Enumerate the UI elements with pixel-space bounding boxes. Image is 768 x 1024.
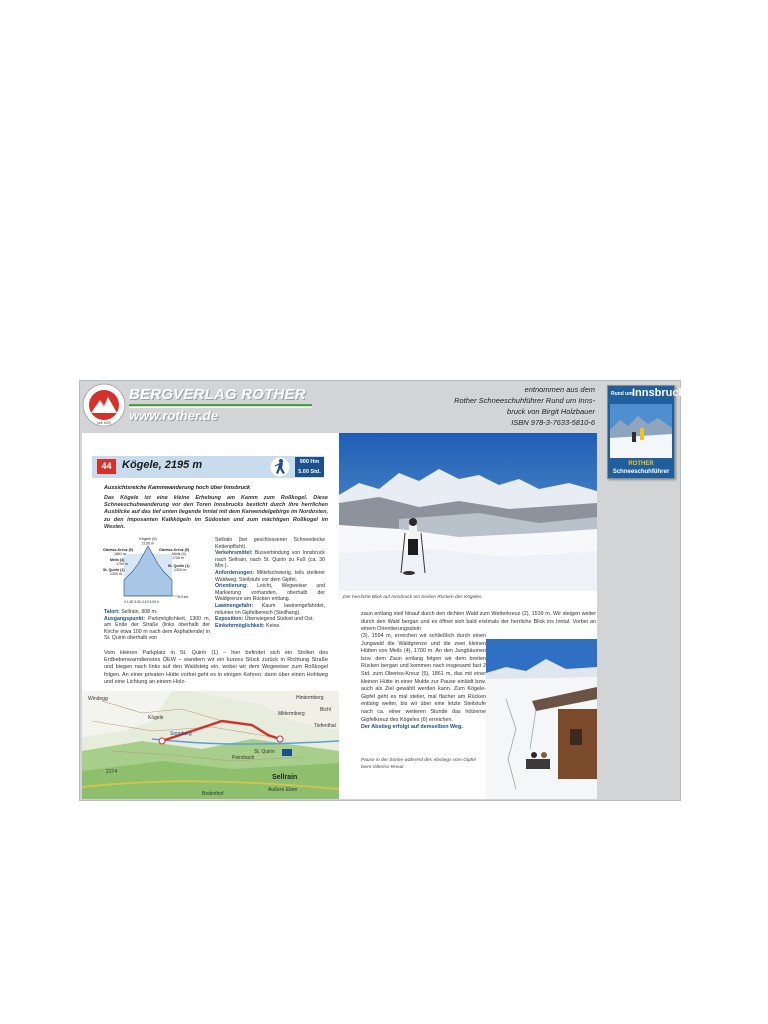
map-label: Bichl (320, 707, 331, 713)
fact-label: Anforderungen: (215, 569, 255, 576)
fact-label: Orientierung: (215, 583, 248, 590)
fact-text: Busverbindung von Innsbruck nach Sellrain, nach St. Quirin zu Fuß (ca. 30 Min.). (215, 550, 325, 570)
map-label: Tiefenthal (314, 723, 336, 729)
profile-label: 1700 m (116, 562, 128, 566)
left-page (82, 433, 339, 799)
map-label: Peirsbach (232, 755, 255, 761)
source-line: Rother Schneeschuhführer Rund um Inns- (454, 396, 595, 405)
route-subtitle: Aussichtsreiche Kammwanderung hoch über Innsbruck (104, 485, 251, 491)
hiker-valley-photo (339, 433, 597, 591)
fact-text: Kaum lawinengefährdet, mitunter im Gipfelbereich (Steilhang). (215, 602, 325, 616)
elevation-profile (102, 536, 198, 610)
profile-label: Kögele (6) (139, 537, 157, 541)
profile-label: St. Quirin (1) (168, 564, 190, 568)
fact-entry (215, 583, 325, 602)
book-spread (79, 380, 685, 801)
start-label: Talort: (104, 609, 120, 615)
profile-label: Meils (4) (110, 558, 125, 562)
snowshoe-hiker-icon (270, 457, 290, 477)
source-line: ISBN 978-3-7633-5810-6 (511, 418, 595, 427)
small-photo-caption: Pause in der Sonne während des Abstiegs vom Gipfel beim Oberiss-Kreuz. (361, 758, 476, 770)
profile-label: 1300 m (110, 572, 122, 576)
fact-entry (215, 570, 325, 583)
map-label: Hintermberg (296, 695, 324, 701)
right-page (339, 433, 597, 799)
route-facts (215, 537, 325, 629)
fact-label: Einkehrmöglichkeit: (215, 622, 265, 629)
source-note (415, 384, 595, 428)
profile-label: 2195 m (141, 541, 155, 546)
rother-logo-icon (82, 383, 126, 427)
route-header (92, 456, 324, 478)
cover-big-title: Innsbruck (632, 387, 685, 399)
fact-text: Mittelschwierig, teils steilerer Waldweg, Steilstufe vor dem Gipfel. (215, 569, 325, 583)
map-label: Sellrain (272, 774, 298, 781)
fact-text: Keine. (264, 622, 281, 629)
brand-divider (129, 404, 312, 406)
route-number: 44 (97, 459, 116, 474)
fact-entry (215, 603, 325, 616)
map-label: St. Quirin (254, 749, 275, 755)
profile-label: St. Quirin (1) (103, 568, 125, 572)
map-label: Sonnberg (170, 731, 192, 737)
source-line: bruck von Birgit Holzbauer (507, 407, 595, 416)
publisher-name: BERGVERLAG ROTHER (129, 386, 306, 403)
cover-subtitle: Schneeschuhführer (612, 469, 670, 475)
profile-label: Oberiss-Kreuz (5) (103, 548, 133, 552)
route-description-right: zaun entlang steil hinauf durch den dichten Wald zum Wetterkreuz (2), 1539 m. Wir steigen weiter durch den Wald bergan und es öffnet sich bald erstmals der herrliche Blick ins Inntal. Vorbei an einem Orientierungsstein (361, 611, 596, 633)
elevation-badge: 900 Hm (295, 457, 324, 467)
cover-brand: ROTHER (628, 461, 654, 467)
publisher-url[interactable]: www.rother.de (129, 408, 219, 423)
profile-label: 0 1.50 3.00 4.10 5.00 h (124, 600, 159, 604)
fact-text: Leicht, Wegweiser und Markierung vorhanden, oberhalb der Waldgrenze am Rücken entlang. (215, 583, 325, 603)
profile-label: 1861 m (114, 552, 126, 556)
hut-rest-photo (486, 639, 597, 799)
book-cover[interactable] (607, 385, 685, 479)
fact-label: Exposition: (215, 616, 244, 623)
start-entry (104, 616, 210, 642)
profile-label: Meils (4) (172, 552, 186, 556)
fact-label: Verkehrsmittel: (215, 550, 253, 557)
route-intro: Das Kögele ist eine kleine Erhebung am Kamm zum Roßkogel. Diese Schneeschuhwanderung vor den Toren Innsbrucks besticht durch ihre herrlichen Ausblicke auf das tief unten liegende Inntal mit dem Karwendelgebirge im Nordosten, zu den imposanten Kalkkögeln im Südosten und zum mächtigen Roßkogel im Westen. (104, 495, 328, 530)
map-label: 2174 (106, 769, 118, 775)
route-description-text: (3), 1594 m, erreichen wir schließlich durch einen Jungwald die Waldgrenze und die zwei kleinen Hütten von Meils (4), 1700 m. An den Jungbäumen bzw. dem Zaun entlang folgen wir dem breiten Rücken bergan und kommen nach insgesamt fast 2 Std. zum Oberiss-Kreuz (5), 1861 m, das mit einer kleinen Hütte in einer Mulde zur Pause einlädt bzw. auch als Ziel gewählt werden kann. Zum Kögele-Gipfel geht es mal steiler, mal flacher am Rücken entlang weiter, bis wir über eine letzte Steilstufe nach ca. einer weiteren Stunde das hölzerne Gipfelkreuz des Kögeles (6) erreichen. (361, 633, 486, 723)
duration-badge: 5.00 Std. (295, 467, 324, 477)
profile-label: 8.0 km (178, 595, 189, 599)
map-label: Außere Eben (268, 787, 298, 793)
profile-label: 1700 m (172, 556, 184, 560)
start-text: Parkmöglichkeit, 1300 m, am Ende der Straße (links oberhalb der Kirche etwa 100 m nach dem Asphaltende) in St. Quirin oberhalb von (104, 615, 210, 642)
fact-label: Lawinengefahr: (215, 602, 254, 609)
source-line: entnommen aus dem (524, 385, 595, 394)
start-info (104, 609, 210, 642)
main-photo-caption: Der herrliche Blick auf Innsbruck am breiten Rücken des Kögeles. (343, 595, 483, 600)
route-map[interactable] (82, 691, 339, 799)
fact-entry (215, 616, 314, 622)
map-label: Kögele (148, 715, 164, 721)
route-description-column (361, 633, 486, 732)
fact-text: Sellrain (bei geschlossener Schneedecke Kettenpflicht). (215, 537, 325, 550)
route-title: Kögele, 2195 m (122, 459, 203, 471)
cover-photo (610, 404, 672, 458)
descent-text: Der Abstieg erfolgt auf demselben Weg. (361, 724, 463, 731)
profile-label: Oberiss-Kreuz (5) (159, 548, 189, 552)
cover-small-title: Rund um (611, 391, 633, 397)
map-label: Windegg (88, 696, 108, 702)
fact-entry (215, 623, 281, 629)
fact-entry (215, 537, 325, 550)
start-text: Sellrain, 908 m. (119, 609, 158, 615)
map-label: Mittermberg (278, 711, 305, 717)
start-label: Ausgangspunkt: (104, 615, 145, 622)
fact-entry (215, 550, 325, 569)
route-description-left: Vom kleinen Parkplatz in St. Quirin (1) – hier befindet sich ein Stollen des Erdbebenwarndienstes ÖEW – wandern wir ein kurzes Stück zurück in Richtung Straße und biegen nach links auf den Waldsteig ein, wobei wir dem Wegweiser zum Roßkogel folgen. An einer privaten Hütte vorbei geht es in einigen Kehren, dann über einen Hohlweg und eine Lichtung an einem Holz- (104, 650, 328, 685)
profile-label: 1300 m (174, 568, 186, 572)
map-label: Bodenhof (202, 791, 224, 797)
fact-text: Überwiegend Südost und Ost. (243, 616, 314, 623)
logo-year: seit 1920 (97, 421, 111, 425)
start-entry (104, 609, 157, 615)
